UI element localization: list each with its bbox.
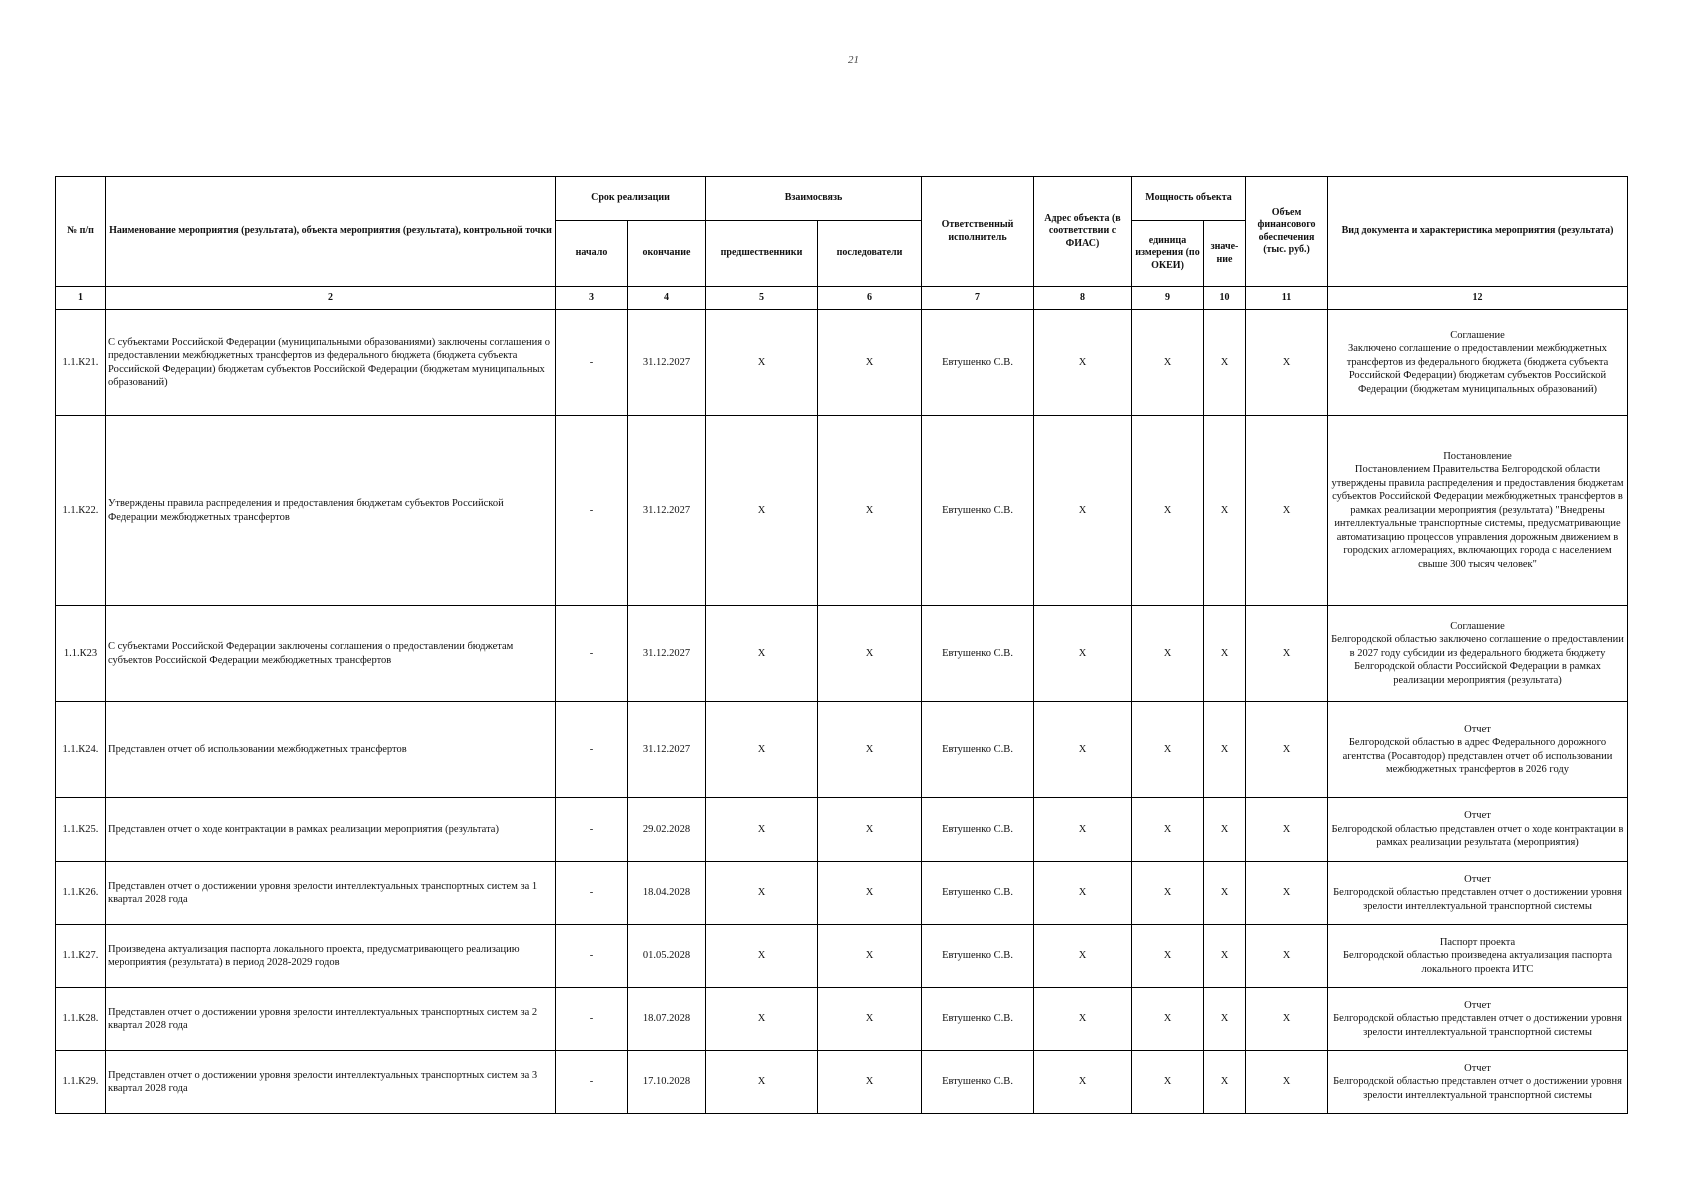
table-row — [56, 606, 1628, 702]
row-predecessors: X — [706, 702, 818, 798]
row-doc-title: Отчет — [1464, 873, 1491, 885]
row-responsible: Евтушенко С.В. — [922, 416, 1034, 606]
row-doc-text: Белгородской областью представлен отчет о достижении уровня зрелости интеллектуальной транспортной системы — [1333, 887, 1622, 912]
row-doc-description — [1328, 988, 1628, 1051]
row-doc-text: Белгородской областью произведена актуализация паспорта локального проекта ИТС — [1342, 950, 1613, 975]
row-address: X — [1034, 416, 1132, 606]
column-number: 2 — [106, 287, 556, 310]
activities-table — [55, 176, 1628, 1114]
row-doc-text: Белгородской областью представлен отчет о достижении уровня зрелости интеллектуальной транспортной системы — [1333, 1076, 1622, 1101]
row-responsible: Евтушенко С.В. — [922, 310, 1034, 416]
row-address: X — [1034, 925, 1132, 988]
row-address: X — [1034, 606, 1132, 702]
header-unit: единица измерения (по ОКЕИ) — [1132, 221, 1204, 287]
row-doc-title: Отчет — [1464, 810, 1491, 822]
row-end: 31.12.2027 — [628, 310, 706, 416]
row-doc-text: Белгородской областью в адрес Федерального дорожного агентства (Росавтодор) представлен отчет об использовании межбюджетных трансфертов в 2026 году — [1342, 737, 1613, 775]
row-doc-description — [1328, 606, 1628, 702]
column-number: 6 — [818, 287, 922, 310]
row-name: Представлен отчет о достижении уровня зрелости интеллектуальных транспортных систем за 2 квартал 2028 года — [106, 988, 556, 1051]
row-unit: X — [1132, 798, 1204, 862]
row-number: 1.1.К29. — [56, 1051, 106, 1114]
row-doc-description — [1328, 702, 1628, 798]
column-number: 9 — [1132, 287, 1204, 310]
row-number: 1.1.К28. — [56, 988, 106, 1051]
row-number: 1.1.К23 — [56, 606, 106, 702]
row-end: 17.10.2028 — [628, 1051, 706, 1114]
header-num: № п/п — [56, 177, 106, 287]
row-responsible: Евтушенко С.В. — [922, 862, 1034, 925]
row-start: - — [556, 862, 628, 925]
row-start: - — [556, 310, 628, 416]
table-row — [56, 925, 1628, 988]
table-row — [56, 862, 1628, 925]
row-finance: X — [1246, 606, 1328, 702]
row-successors: X — [818, 1051, 922, 1114]
header-name: Наименование мероприятия (результата), объекта мероприятия (результата), контрольной точки — [106, 177, 556, 287]
row-name: Утверждены правила распределения и предоставления бюджетам субъектов Российской Федерации межбюджетных трансфертов — [106, 416, 556, 606]
column-number: 4 — [628, 287, 706, 310]
row-successors: X — [818, 606, 922, 702]
row-name: Представлен отчет о достижении уровня зрелости интеллектуальных транспортных систем за 1 квартал 2028 года — [106, 862, 556, 925]
row-successors: X — [818, 988, 922, 1051]
row-responsible: Евтушенко С.В. — [922, 925, 1034, 988]
row-start: - — [556, 988, 628, 1051]
row-responsible: Евтушенко С.В. — [922, 988, 1034, 1051]
row-finance: X — [1246, 798, 1328, 862]
table-row — [56, 988, 1628, 1051]
row-address: X — [1034, 988, 1132, 1051]
row-doc-title: Отчет — [1464, 999, 1491, 1011]
header-term-end: окончание — [628, 221, 706, 287]
row-unit: X — [1132, 416, 1204, 606]
header-value: значе-ние — [1204, 221, 1246, 287]
row-unit: X — [1132, 702, 1204, 798]
row-value: X — [1204, 310, 1246, 416]
column-number: 3 — [556, 287, 628, 310]
row-predecessors: X — [706, 862, 818, 925]
row-name: Произведена актуализация паспорта локального проекта, предусматривающего реализацию мероприятия (результата) в период 2028-2029 годов — [106, 925, 556, 988]
row-doc-description — [1328, 798, 1628, 862]
row-finance: X — [1246, 925, 1328, 988]
row-successors: X — [818, 798, 922, 862]
row-responsible: Евтушенко С.В. — [922, 798, 1034, 862]
row-responsible: Евтушенко С.В. — [922, 606, 1034, 702]
row-predecessors: X — [706, 1051, 818, 1114]
row-successors: X — [818, 416, 922, 606]
column-number: 7 — [922, 287, 1034, 310]
column-number: 8 — [1034, 287, 1132, 310]
row-finance: X — [1246, 988, 1328, 1051]
row-doc-title: Соглашение — [1450, 620, 1505, 632]
row-doc-description — [1328, 862, 1628, 925]
table-header — [56, 177, 1628, 310]
row-unit: X — [1132, 862, 1204, 925]
row-successors: X — [818, 702, 922, 798]
row-unit: X — [1132, 310, 1204, 416]
table-row — [56, 416, 1628, 606]
row-doc-text: Белгородской областью представлен отчет о ходе контрактации в рамках реализации результата (мероприятия) — [1331, 823, 1624, 849]
row-finance: X — [1246, 310, 1328, 416]
row-successors: X — [818, 862, 922, 925]
page-number: 21 — [848, 54, 859, 66]
row-doc-description — [1328, 925, 1628, 988]
row-number: 1.1.К24. — [56, 702, 106, 798]
header-predecessors: предшественники — [706, 221, 818, 287]
row-responsible: Евтушенко С.В. — [922, 702, 1034, 798]
row-unit: X — [1132, 925, 1204, 988]
row-value: X — [1204, 416, 1246, 606]
row-end: 01.05.2028 — [628, 925, 706, 988]
row-unit: X — [1132, 606, 1204, 702]
row-end: 31.12.2027 — [628, 606, 706, 702]
row-name: С субъектами Российской Федерации заключены соглашения о предоставлении бюджетам субъектов Российской Федерации межбюджетных трансфертов — [106, 606, 556, 702]
row-end: 31.12.2027 — [628, 416, 706, 606]
header-term-start: начало — [556, 221, 628, 287]
row-successors: X — [818, 925, 922, 988]
table-row — [56, 702, 1628, 798]
row-doc-title: Отчет — [1464, 1062, 1491, 1074]
row-finance: X — [1246, 1051, 1328, 1114]
column-number: 10 — [1204, 287, 1246, 310]
row-predecessors: X — [706, 310, 818, 416]
table-row — [56, 798, 1628, 862]
row-number: 1.1.К22. — [56, 416, 106, 606]
row-predecessors: X — [706, 798, 818, 862]
row-doc-title: Паспорт проекта — [1439, 936, 1516, 948]
row-address: X — [1034, 798, 1132, 862]
row-value: X — [1204, 988, 1246, 1051]
row-doc-text: Постановлением Правительства Белгородской области утверждены правила распределения и предоставления бюджетам субъектов Российской Федерации межбюджетных трансфертов в рамках реализации мероприятия (результата) "Внедрены интеллектуальные транспортные системы, предусматривающие автоматизацию процессов управления дорожным движением в городских агломерациях, включающих города с населением свыше 300 тысяч человек" — [1331, 464, 1624, 570]
row-number: 1.1.К26. — [56, 862, 106, 925]
header-relation: Взаимосвязь — [706, 177, 922, 221]
row-doc-title: Отчет — [1464, 723, 1491, 735]
row-address: X — [1034, 702, 1132, 798]
row-start: - — [556, 416, 628, 606]
row-name: Представлен отчет об использовании межбюджетных трансфертов — [106, 702, 556, 798]
header-doc-type: Вид документа и характеристика мероприятия (результата) — [1328, 177, 1628, 287]
row-predecessors: X — [706, 988, 818, 1051]
row-address: X — [1034, 1051, 1132, 1114]
row-number: 1.1.К21. — [56, 310, 106, 416]
header-address: Адрес объекта (в соответствии с ФИАС) — [1034, 177, 1132, 287]
row-end: 18.04.2028 — [628, 862, 706, 925]
column-number: 1 — [56, 287, 106, 310]
row-number: 1.1.К27. — [56, 925, 106, 988]
row-value: X — [1204, 798, 1246, 862]
row-predecessors: X — [706, 606, 818, 702]
row-unit: X — [1132, 988, 1204, 1051]
row-number: 1.1.К25. — [56, 798, 106, 862]
column-number: 11 — [1246, 287, 1328, 310]
row-end: 31.12.2027 — [628, 702, 706, 798]
row-successors: X — [818, 310, 922, 416]
row-end: 18.07.2028 — [628, 988, 706, 1051]
table-row — [56, 310, 1628, 416]
header-capacity: Мощность объекта — [1132, 177, 1246, 221]
row-doc-text: Белгородской областью заключено соглашение о предоставлении в 2027 году субсидии из федерального бюджета бюджету Белгородской области Российской Федерации в рамках реализации мероприятия (результата) — [1331, 634, 1624, 686]
header-successors: последователи — [818, 221, 922, 287]
row-name: Представлен отчет о ходе контрактации в рамках реализации мероприятия (результата) — [106, 798, 556, 862]
row-start: - — [556, 798, 628, 862]
row-predecessors: X — [706, 925, 818, 988]
column-number: 5 — [706, 287, 818, 310]
row-doc-title: Соглашение — [1450, 329, 1505, 341]
row-end: 29.02.2028 — [628, 798, 706, 862]
row-responsible: Евтушенко С.В. — [922, 1051, 1034, 1114]
row-finance: X — [1246, 416, 1328, 606]
header-finance: Объем финансового обеспечения (тыс. руб.) — [1246, 177, 1328, 287]
row-address: X — [1034, 862, 1132, 925]
column-number: 12 — [1328, 287, 1628, 310]
row-start: - — [556, 925, 628, 988]
table-row — [56, 1051, 1628, 1114]
row-value: X — [1204, 606, 1246, 702]
row-doc-title: Постановление — [1443, 451, 1512, 463]
row-doc-description — [1328, 310, 1628, 416]
header-term: Срок реализации — [556, 177, 706, 221]
row-start: - — [556, 606, 628, 702]
row-name: Представлен отчет о достижении уровня зрелости интеллектуальных транспортных систем за 3 квартал 2028 года — [106, 1051, 556, 1114]
row-name: С субъектами Российской Федерации (муниципальными образованиями) заключены соглашения о предоставлении межбюджетных трансфертов из федерального бюджета (бюджета субъекта Российской Федерации) бюджетам субъектов Российской Федерации (бюджетам муниципальных образований) — [106, 310, 556, 416]
row-doc-description — [1328, 1051, 1628, 1114]
table-body — [56, 310, 1628, 1114]
row-finance: X — [1246, 702, 1328, 798]
row-doc-description — [1328, 416, 1628, 606]
row-unit: X — [1132, 1051, 1204, 1114]
row-value: X — [1204, 702, 1246, 798]
row-predecessors: X — [706, 416, 818, 606]
row-address: X — [1034, 310, 1132, 416]
row-finance: X — [1246, 862, 1328, 925]
row-value: X — [1204, 1051, 1246, 1114]
header-responsible: Ответственный исполнитель — [922, 177, 1034, 287]
row-doc-text: Заключено соглашение о предоставлении межбюджетных трансфертов из федерального бюджета (бюджета субъекта Российской Федерации) бюджетам субъектов Российской Федерации (бюджетам муниципальных образований) — [1346, 343, 1609, 395]
row-start: - — [556, 702, 628, 798]
row-doc-text: Белгородской областью представлен отчет о достижении уровня зрелости интеллектуальной транспортной системы — [1333, 1013, 1622, 1038]
row-start: - — [556, 1051, 628, 1114]
row-value: X — [1204, 925, 1246, 988]
row-value: X — [1204, 862, 1246, 925]
